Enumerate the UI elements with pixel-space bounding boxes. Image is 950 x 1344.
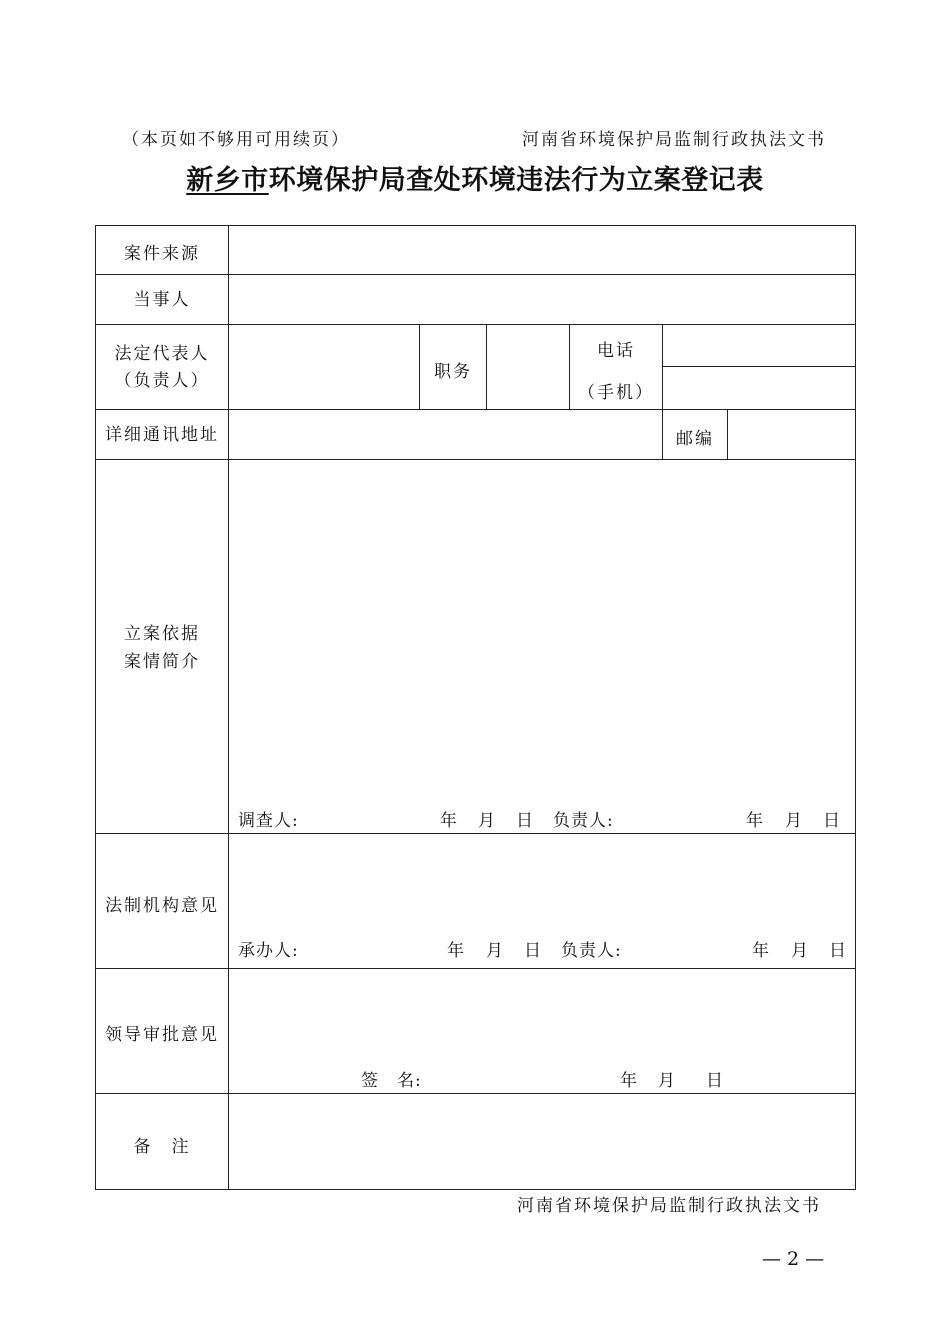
month-label: 月 — [785, 811, 803, 831]
year-label: 年 — [440, 811, 458, 831]
leader-opinion-label: 领导审批意见 — [105, 1025, 219, 1045]
year-label: 年 — [620, 1071, 638, 1091]
day-label: 日 — [516, 811, 534, 831]
day-label: 日 — [524, 941, 542, 961]
year-label: 年 — [752, 941, 770, 961]
table-border-bottom — [95, 1189, 856, 1190]
year-label: 年 — [447, 941, 465, 961]
remarks-label: 备 注 — [133, 1137, 191, 1157]
case-basis-label: 立案依据 — [124, 624, 200, 644]
sign-name-label: 签 名: — [361, 1071, 422, 1091]
month-label: 月 — [478, 811, 496, 831]
position-label: 职务 — [434, 362, 472, 382]
mobile-field[interactable] — [663, 367, 855, 409]
title-city: 新乡市 — [186, 165, 269, 196]
legal-opinion-field[interactable] — [229, 834, 855, 930]
position-field[interactable] — [487, 325, 569, 409]
month-label: 月 — [658, 1071, 676, 1091]
phone-field[interactable] — [663, 325, 855, 366]
case-source-field[interactable] — [229, 226, 855, 274]
case-basis-field[interactable] — [229, 460, 855, 795]
issuer-note-bottom: 河南省环境保护局监制行政执法文书 — [517, 1196, 821, 1216]
issuer-note-top: 河南省环境保护局监制行政执法文书 — [522, 130, 826, 150]
investigator-label: 调查人: — [238, 811, 299, 831]
legal-rep-label-sub: （负责人） — [114, 371, 210, 391]
page-title — [0, 158, 950, 197]
page-number: — 2 — — [762, 1248, 825, 1270]
party-label: 当事人 — [133, 290, 191, 310]
mobile-label: （手机） — [578, 383, 654, 403]
month-label: 月 — [791, 941, 809, 961]
legal-opinion-label: 法制机构意见 — [105, 896, 219, 916]
postcode-field[interactable] — [728, 410, 855, 459]
address-field[interactable] — [229, 410, 662, 459]
postcode-label: 邮编 — [676, 429, 714, 449]
address-label: 详细通讯地址 — [105, 425, 219, 445]
party-field[interactable] — [229, 275, 855, 324]
remarks-field[interactable] — [229, 1094, 855, 1189]
leader-opinion-field[interactable] — [229, 969, 855, 1061]
legal-rep-label: 法定代表人 — [114, 344, 210, 364]
responsible-label: 负责人: — [553, 811, 614, 831]
phone-label: 电话 — [597, 341, 635, 361]
year-label: 年 — [746, 811, 764, 831]
title-main: 环境保护局查处环境违法行为立案登记表 — [268, 165, 764, 196]
continuation-note: （本页如不够用可用续页） — [122, 130, 350, 150]
day-label: 日 — [823, 811, 841, 831]
table-border-right — [855, 225, 856, 1190]
day-label: 日 — [829, 941, 847, 961]
responsible-label: 负责人: — [561, 941, 622, 961]
handler-label: 承办人: — [238, 941, 299, 961]
case-source-label: 案件来源 — [124, 244, 200, 264]
legal-rep-field[interactable] — [229, 325, 419, 409]
day-label: 日 — [706, 1071, 724, 1091]
case-summary-label: 案情简介 — [124, 652, 200, 672]
month-label: 月 — [486, 941, 504, 961]
